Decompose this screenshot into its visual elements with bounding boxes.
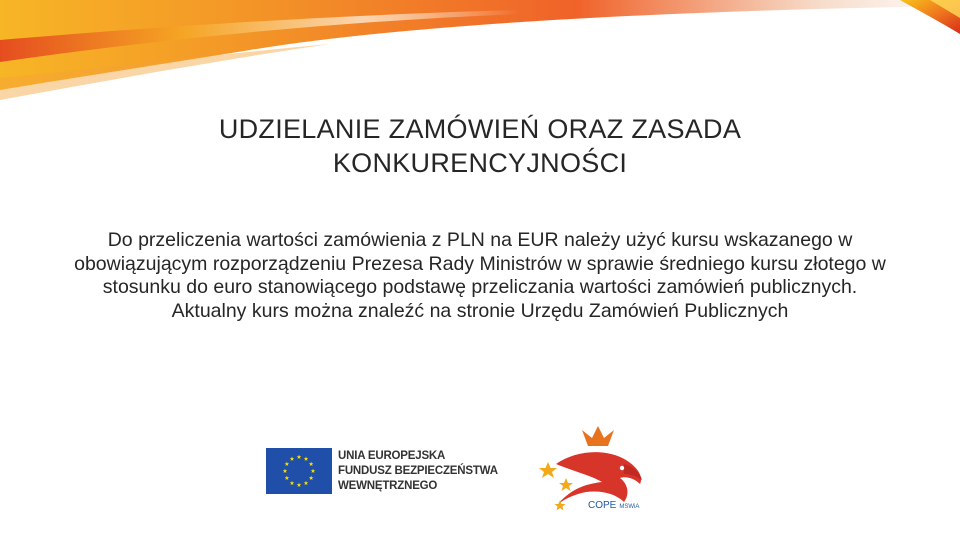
eu-fund-logo <box>266 448 516 496</box>
title-line-1: UDZIELANIE ZAMÓWIEŃ ORAZ ZASADA <box>218 114 742 144</box>
eu-logo-line-1: UNIA EUROPEJSKA <box>338 450 446 462</box>
cope-label: COPE <box>588 500 617 511</box>
cope-logo-text <box>588 500 639 511</box>
cope-sublabel: MSWiA <box>619 504 640 510</box>
eu-logo-line-3: WEWNĘTRZNEGO <box>338 480 438 492</box>
decorative-swoosh <box>0 0 960 120</box>
eu-logo-line-2: FUNDUSZ BEZPIECZEŃSTWA <box>338 465 498 477</box>
body-paragraph: Do przeliczenia wartości zamówienia z PLN na EUR należy użyć kursu wskazanego w obowiązującym rozporządzeniu Prezesa Rady Ministrów w sprawie średniego kursu złotego w stosunku do euro stanowiącego podstawę przeliczania wartości zamówień publicznych. Aktualny kurs można znaleźć na stronie Urzędu Zamówień Publicznych <box>74 229 886 322</box>
slide-title <box>120 112 840 180</box>
title-line-2: KONKURENCYJNOŚCI <box>332 148 628 178</box>
eu-logo-text <box>338 449 498 494</box>
eu-flag-icon <box>266 448 332 494</box>
